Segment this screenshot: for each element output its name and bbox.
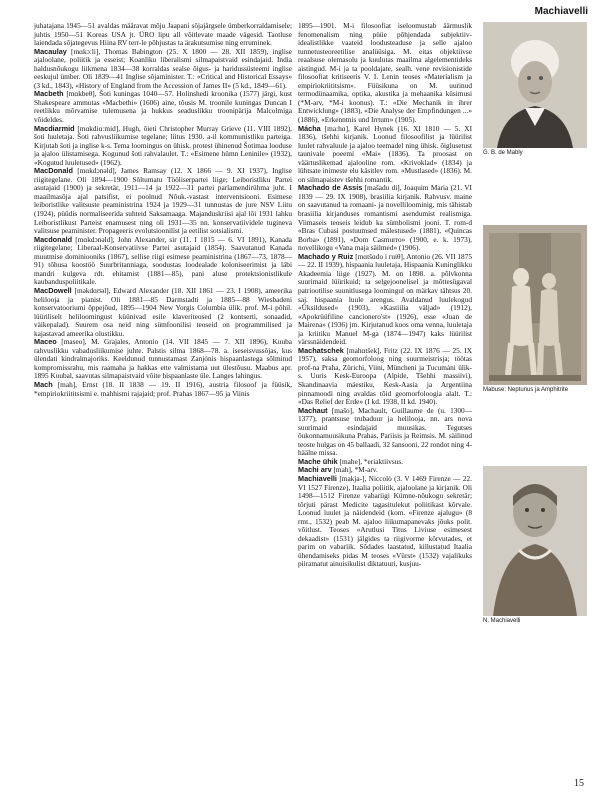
entry-macdonald-james	[34, 167, 292, 235]
entry-text: [mɑkbeθ], Šoti kuningas 1040—57. Holinshedi kroonika (1577) järgi, kust Shakespeare ammutas «Macbethi» (1606) aine, tõusis M. troonile kuningas Duncan I reetlikku mõrvamise tulemusena ja hukkus seaduslikku troonipärija Malcolmiga võideldes.	[34, 89, 292, 125]
entry-headword: MacDowell	[34, 285, 72, 295]
entry-headword: Mácha	[298, 123, 321, 133]
entry-text: [məkdɑʊəl], Edward Alexander (18. XII 1861 — 23. I 1908), ameerika helilooja ja pianist. Oli 1881—85 Darmstadti ja 1885—88 Wiesbadeni konservatooriumi õppejõud, 1895—1904 New Yorgis Columbia ülik. prof. M-i põhil. lüüriliselt heliloomingust küünivad esile klaveriteosed (2 kontserti, sonaadid, väikepalad). Suurem osa neid ning sümfoonilisi teoseid on programmilised ja kajastavad ameerika olustikku.	[34, 285, 292, 338]
entry-macdowell	[34, 287, 292, 338]
figure-mabuse	[483, 225, 587, 394]
entry-text: juhatajana 1945—51 avaldas määravat mõju Jaapani sõjajärgsele ümberkorraldamisele; juhtis 1950—51 Koreas USA jt. ÜRO lipu all võitlevate maade vägesid. Taotluse laiendada sõjategevus Hiina RV terr-le põhjustas ta ärakutsumise ning erruminek.	[34, 21, 292, 48]
entry-headword: MacDonald	[34, 166, 73, 176]
entry-text: [maseo], M. Grajales, Antonio (14. VII 1845 — 7. XII 1896), Kuuba rahvuslikku vabadusliikumise juhte. Palstis silma 1868—78. a. iseseisvussõjas, kus ülendati kindralmajoriks. Keeldunud tunnustamast Zanjónis hispaanlastega sõlmitud kompromissrahu, mis raamaha ja hakkas ette valmistama uut ülestõusu. Maabus apr. 1895 Kuubal, saavutas silmapaistvaid võite hispaanlaste üle. Langes lahingus.	[34, 337, 292, 381]
entry-text: [mɑkdɔnəld], James Ramsay (12. X 1866 — 9. XI 1937), Inglise riigitegelane. Oli 1894—1900 Sõltumatu Tööliserpartei liige; Leiboristliku Partei asutajaid (1900) ja sekretär, 1911—14 ja 1922—31 partei parlamendirühma juht. I maailmasõja ajal patsifist, ei poolnud Nõuk.-vastast interventsiooni. Esimese leiboristlike valitsuste peaministrina 1924 ja 1929—31 tunnustas de jure NSV Liitu (1924), püüdis normaliseerida suhteid Saksamaaga. Majanduskriisi ajal lõi 1931 lahku Leiboristlikust Parteist enamusest ning oli 1931—35 nn. konservatiividele tugineva valitsuse peaminister. Propageeris evolutsioonilist ja eetilist sotsialismi.	[34, 166, 292, 236]
entry-continuation	[34, 22, 292, 48]
entry-headword: Machi arv	[298, 465, 332, 475]
portrait-image	[483, 466, 587, 616]
figure-caption: G. B. de Mably	[483, 150, 523, 156]
entry-headword: Machiavelli	[298, 473, 337, 483]
entry-headword: Maceo	[34, 337, 57, 347]
entry-headword: Macbeth	[34, 89, 64, 99]
entry-machaut	[298, 407, 472, 458]
entry-machado-y-ruiz	[298, 253, 472, 347]
entry-text: [mašadu di], Joaquim Maria (21. VI 1839 — 29. IX 1908), brasiilia kirjanik. Rahvusv. maine on saavutanud ta romaani- ja novelliloominig, mis tähistab brasiilia kirjanduses romantismi asendumist realismiga. Viimaseis teoseis leidub ka sümbolismi jooni. T. rom-d «Bras Cubasi postuumsed mälestused» (1881), «Quincas Borba» (1891), «Dom Casmurro» (1900, e. k. 1973), novellikogu «Vana maja säilmed» (1906).	[298, 183, 472, 253]
entry-text: [mɑtšɑdo i ruiθ], Antonio (26. VII 1875 — 22. II 1939), hispaania luuletaja, Hispaania Kuninglikku Akadeemia liige (1927). M. on 1898. a. põlvkonna suurimaid lüürikuid; ta selgejoonelisel ja mõttesügaval patriootilise suunitlusega loomingul on märkav tähtsus 20. saj. hispaania luule arengus. Avaldanud luulekogud «Üksildused» (1903), «Kastiilia väljad» (1912), «Apokrüüfiline cancionero'st» (1926), esse «Juan de Mairena» (1936) jm. Kirjutanud koos oma venna, luuletaja ja kriitiku Manuel M-ga (1874—1947) kaks lüürilist värssnäidendeid.	[298, 251, 473, 347]
entry-machiavelli	[298, 475, 472, 569]
entry-text: [mah], Ernst (18. II 1838 — 19. II 1916), austria filosoof ja füüsik, *empiriokriititsismi e. mahhismi rajajaid; prof. Prahas 1867—95 ja Viinis	[34, 379, 292, 398]
entry-text: [mah], *M-arv.	[331, 465, 378, 475]
entry-text: [makja-], Niccolò (3. V 1469 Firenze — 22. VI 1527 Firenze), Itaalia poliitik, ajaloolane ja kirjanik. Oli 1498—1512 Firenze vabariigi Kümne-nõukogu sekretär; tõrjuti pärast Medicite tagasitulekut poliitikast kõrvale. Loonud luulet ja näidendeid (kom. «Firenze ajalugu» (8 rmt., 1532) peab M. ajaloo liikumapanevaks jõuks polit. võitlust. Teoses «Arutlusi Titus Liviuse esimesest dekaadist» (1531) jälgides ta riigivorme kõrvutades, et parim on vabariik. Sõdades laastatud, killustatud Itaalia ühendamiseks pidas M teoses «Vürst» (1532) vajalikuks piiramatut ainuisikulist diktatuuri, kusjuu-	[298, 473, 472, 569]
entry-macdiarmid	[34, 125, 292, 168]
entry-headword: Macdonald	[34, 234, 73, 244]
entry-text: [mahɑtšek], Fritz (22. IX 1876 — 25. IX 1957), saksa geomorfoloog ning suurmeistrisja; töötas prof-na Praha, Zürichi, Viini, Müncheni ja Tucumáni ülik-s. Uuris Kesk-Euroopa (Alpide, Tšehhi massiivi), Skandinaavia mäestiku, Kesk-Aasia ja Argentiina pinnamoodi ning avaldas tõid geomorfoloogia alalt. T.: «Das Relief der Erde» (I kd. 1938, II kd. 1940).	[298, 345, 472, 407]
entry-continuation	[298, 22, 472, 125]
entry-text: [mɑkdiɑːmid], Hugh, õieti Christopher Murray Grieve (11. VIII 1892), šoti luuletaja. Šoti rahvusliikumise tegelane; liitus 1930. a-il kommunistliku parteiga. Kirjutab šoti ja inglise k-s. Tema loomingus on ühisk. protest ühinenud Šotimaa looduse ja ajaloo ülistamisega. Kogunud šoti rahvalaulet. T.: «Esimene hümn Leninile» (1932), «Kogutud luuletused» (1962).	[34, 123, 292, 167]
entry-text: [mɑkdɔnəld], John Alexander, sir (11. I 1815 — 6. VI 1891), Kanada riigitegelane; Liberaal-Konservatiivse Partei asutajaid (1854). Saavutanud Kanada muutmise dominiooniks (1867), sellise riigi esimese peaministrina (1867—73, 1878—91) tõhusa koostöö Suurbritanniaga, soodustas loodealade koloniseerimist ja läbi mandri kulgeva rdt. ehitamist (1881—85), pani aluse protektsionistlikule kaubanduspoliitikale.	[34, 234, 292, 287]
entry-headword: Mach	[34, 379, 53, 389]
entry-headword: Machado y Ruiz	[298, 251, 354, 261]
right-column	[479, 22, 591, 625]
entry-headword: Machado de Assis	[298, 183, 363, 193]
page-number: 15	[574, 778, 584, 789]
entry-macaulay	[34, 48, 292, 91]
entry-text: [mašo], Machault, Guillaume de (u. 1300—1377), prantsuse trubaduur ja helilooja, nn. ars nova suurimaid esindajaid muusikas. Tegutses õukonnamuusikuna Prahas, Pariisis ja Reimsis. M. säilinud teoste hulgas on 45 ballaadi, 32 šansooni, 22 rondot ning 4-häälne missa.	[298, 405, 472, 458]
figure-mably	[483, 22, 587, 157]
entry-headword: Macdiarmid	[34, 123, 75, 133]
figure-machiavelli	[483, 466, 587, 625]
left-column	[34, 22, 292, 398]
painting-image	[483, 225, 587, 385]
entry-text: [mahe], *eriaktiivsus.	[337, 456, 403, 466]
entry-text: 1895—1901. M-i filosoofiat iseloomustab äärmuslik fenomenalism ning püüe põhjendada subjektiiv-idealistlikke vaateid loodusteaduse ja selle ajaloo tunnetusteoreetilise analüüsiga. M. eitas objektiivse reaalsuse olemasolu ja kuulutas maailma algelementideks aistingud. M-i ja ta pooldajate, sealh. vene revisionistide filosoofiat kritiseeris V. I. Lenin teoses «Materialism ja empiriokriititsism». Füüsikuna on M. uurinud termodünaamika, optika, akustika ja mehaanika küsimusi (*M-arv, *M-i koonus). T.: «Die Mechanik in ihrer Entwicklung» (1883), «Die Analyse der Empfindungen ...» (1886), «Erkenntnis und Irrtum» (1905).	[298, 21, 472, 125]
running-head: Machiavelli	[534, 6, 588, 17]
entry-headword: Mache ühik	[298, 456, 338, 466]
entry-mach	[34, 381, 292, 398]
entry-headword: Macaulay	[34, 46, 67, 56]
entry-macha	[298, 125, 472, 185]
entry-headword: Machatschek	[298, 345, 344, 355]
entry-macbeth	[34, 90, 292, 124]
entry-maceo	[34, 338, 292, 381]
entry-machado-de-assis	[298, 184, 472, 252]
figure-caption: Mabuse: Neptunus ja Amphitrite	[483, 387, 569, 393]
entry-machatschek	[298, 347, 472, 407]
entry-headword: Machaut	[298, 405, 328, 415]
portrait-image	[483, 22, 587, 148]
middle-column	[298, 22, 472, 569]
figure-caption: N. Machiavelli	[483, 618, 521, 624]
entry-text: [ma:hɑ], Karel Hynek (16. XI 1810 — 5. XI 1836), tšehhi kirjanik. Loonud filosoofilist ja lüürilist luulet rahvaluule ja ajaloo teemadel ning ühisk. õiglusetust taunivale poeemi «Mai» (1836). Ta proosast on väärtuslikemad ajalooline rom. «Krivoklad» (1834) ja lühtsate inimeste elu käsitlev rom. «Mustlased» (1836). M. on silmapaistev tšehhi romantik.	[298, 123, 472, 184]
entry-text: [mɑkɔːli], Thomas Babington (25. X 1800 — 28. XII 1859), inglise ajaloolane, poliitik ja esseist; Koanliku liberalismi silmapaistvaid esindajaid. India haldusnõukogu liikmena 1834—38 korraldas sealse õigus- ja haridussüsteemi inglise eeskujul ümber. Oli 1839—41 Inglise sõjaminister. T.: «Critical and Historical Essays» (3 kd., 1843), «History of England from the Accession of James II» (5 kd., 1849—61).	[34, 46, 292, 90]
entry-macdonald-john	[34, 236, 292, 287]
